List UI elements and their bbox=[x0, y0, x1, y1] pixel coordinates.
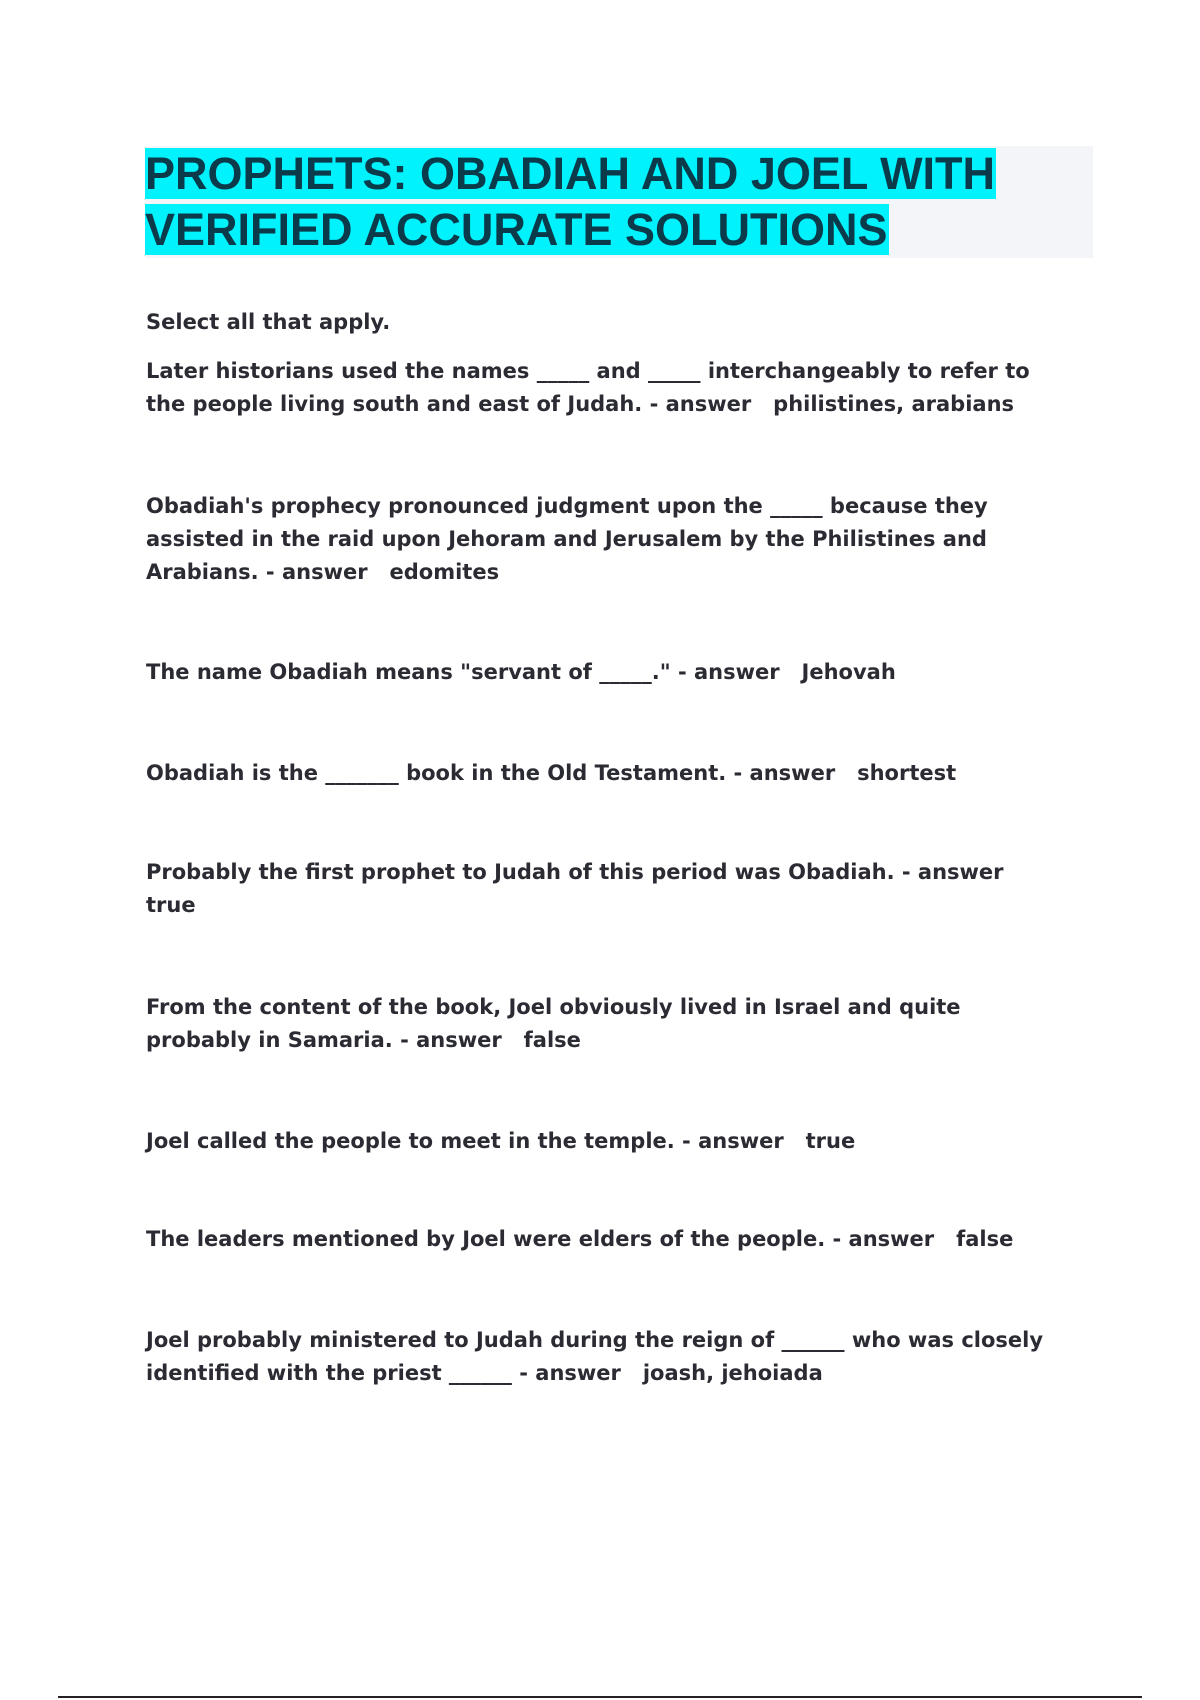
question-1 bbox=[146, 355, 1086, 421]
question-line: Obadiah is the _______ book in the Old Testament. - answer shortest bbox=[146, 761, 957, 785]
footer-divider bbox=[58, 1696, 1142, 1698]
question-line: Joel called the people to meet in the temple. - answer true bbox=[146, 1129, 856, 1153]
question-line: The name Obadiah means "servant of _____." - answer Jehovah bbox=[146, 660, 896, 684]
question-line: identified with the priest ______ - answer joash, jehoiada bbox=[146, 1361, 823, 1385]
question-5 bbox=[146, 856, 1086, 922]
question-6 bbox=[146, 991, 1086, 1057]
question-line: true bbox=[146, 893, 196, 917]
question-7 bbox=[146, 1125, 1086, 1158]
question-line: Later historians used the names _____ and _____ interchangeably to refer to bbox=[146, 359, 1030, 383]
question-2 bbox=[146, 490, 1086, 589]
instruction-text: Select all that apply. bbox=[146, 310, 391, 334]
question-line: probably in Samaria. - answer false bbox=[146, 1028, 581, 1052]
question-line: From the content of the book, Joel obviously lived in Israel and quite bbox=[146, 995, 961, 1019]
question-line: Arabians. - answer edomites bbox=[146, 560, 500, 584]
question-9 bbox=[146, 1324, 1086, 1390]
question-3 bbox=[146, 656, 1086, 689]
title-line-2: VERIFIED ACCURATE SOLUTIONS bbox=[145, 204, 888, 255]
question-line: Probably the first prophet to Judah of this period was Obadiah. - answer bbox=[146, 860, 1004, 884]
question-line: Obadiah's prophecy pronounced judgment upon the _____ because they bbox=[146, 494, 988, 518]
question-line: Joel probably ministered to Judah during the reign of ______ who was closely bbox=[146, 1328, 1044, 1352]
question-8 bbox=[146, 1223, 1086, 1256]
question-line: assisted in the raid upon Jehoram and Jerusalem by the Philistines and bbox=[146, 527, 987, 551]
question-line: The leaders mentioned by Joel were elders of the people. - answer false bbox=[146, 1227, 1014, 1251]
question-4 bbox=[146, 757, 1086, 790]
question-line: the people living south and east of Judah. - answer philistines, arabians bbox=[146, 392, 1015, 416]
document-title bbox=[145, 146, 1075, 258]
title-line-1: PROPHETS: OBADIAH AND JOEL WITH bbox=[145, 148, 996, 199]
